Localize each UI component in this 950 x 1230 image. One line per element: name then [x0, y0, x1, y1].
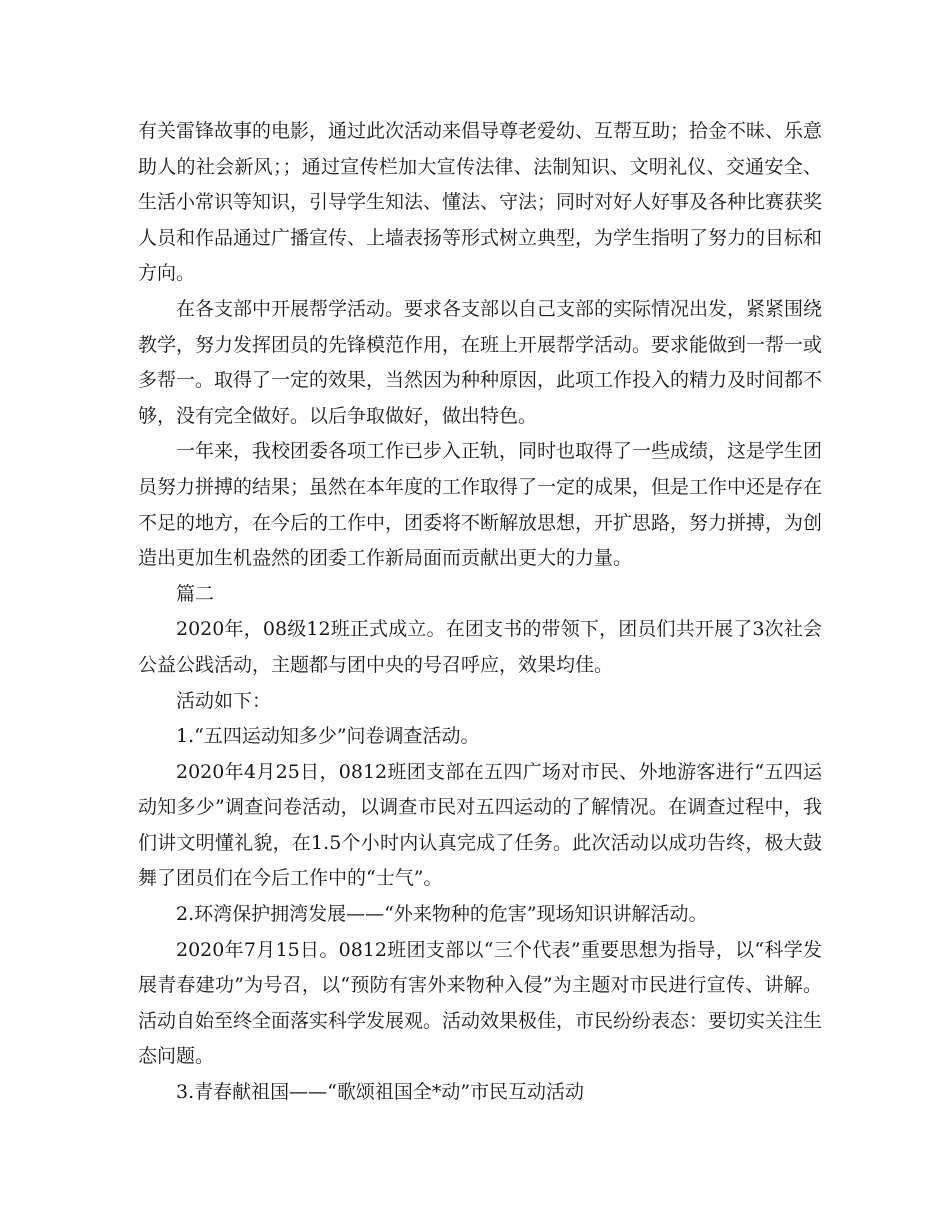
list-item-heading: 3.青春献祖国——“歌颂祖国全*动”市民互动活动 [176, 1081, 585, 1104]
paragraph: 2020年，08级12班正式成立。在团支书的带领下，团员们共开展了3次社会公益公践活动，主题都与团中央的号召呼应，效果均佳。 [138, 618, 822, 676]
section-heading: 篇二 [176, 582, 215, 605]
paragraph: 一年来，我校团委各项工作已步入正轨，同时也取得了一些成绩，这是学生团员努力拼搏的结果；虽然在本年度的工作取得了一定的成果，但是工作中还是存在不足的地方，在今后的工作中，团委将不断解放思想，开扩思路，努力拼搏，为创造出更加生机盎然的团委工作新局面而贡献出更大的力量。 [138, 440, 823, 570]
list-item-heading: 2.环湾保护拥湾发展——“外来物种的危害”现场知识讲解活动。 [176, 903, 708, 926]
paragraph: 有关雷锋故事的电影，通过此次活动来倡导尊老爱幼、互帮互助；拾金不昧、乐意助人的社会新风；；通过宣传栏加大宣传法律、法制知识、文明礼仪、交通安全、生活小常识等知识，引导学生知法、懂法、守法；同时对好人好事及各种比赛获奖人员和作品通过广播宣传、上墙表扬等形式树立典型，为学生指明了努力的目标和方向。 [138, 120, 823, 285]
paragraph: 在各支部中开展帮学活动。要求各支部以自己支部的实际情况出发，紧紧围绕教学，努力发挥团员的先锋模范作用，在班上开展帮学活动。要求能做到一帮一或多帮一。取得了一定的效果，当然因为种种原因，此项工作投入的精力及时间都不够，没有完全做好。以后争取做好，做出特色。 [138, 297, 823, 427]
paragraph: 活动如下： [176, 689, 272, 712]
paragraph: 2020年4月25日，0812班团支部在五四广场对市民、外地游客进行“五四运动知多少”调查问卷活动，以调查市民对五四运动的了解情况。在调查过程中，我们讲文明懂礼貌，在1.5个小时内认真完成了任务。此次活动以成功告终，极大鼓舞了团员们在今后工作中的“士气”。 [138, 760, 822, 890]
list-item-heading: 1.“五四运动知多少”问卷调查活动。 [176, 725, 480, 748]
paragraph: 2020年7月15日。0812班团支部以“三个代表”重要思想为指导，以“科学发展青春建功”为号召，以“预防有害外来物种入侵”为主题对市民进行宣传、讲解。活动自始至终全面落实科学发展观。活动效果极佳，市民纷纷表态：要切实关注生态问题。 [138, 938, 823, 1068]
